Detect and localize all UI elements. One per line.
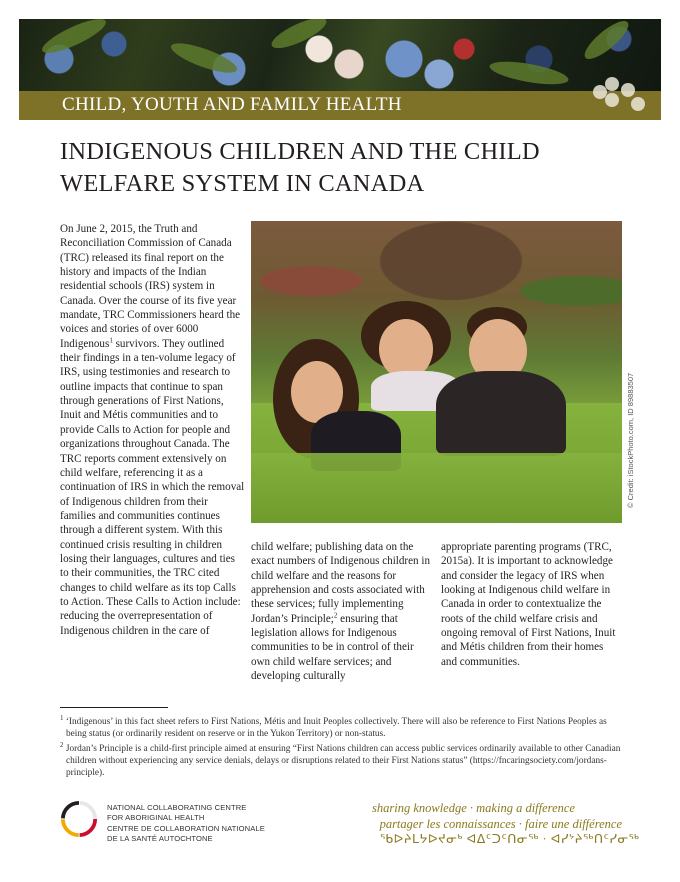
tagline-iu: ᖃᐅᔨᒪᔭᐅᔪᓂᒃ ᐊᐃᑦᑐᑦᑎᓂᖅ · ᐊᓯᔾᔨᖅᑎᑦᓯᓂᖅ [380, 832, 640, 846]
footnote-2: $^2$ Jordan’s Principle is a child-first principle aimed at ensuring “First Nations children can access public services ordinarily available to other Canadian children without experiencing any service denials, delays or disruptions related to their First Nations status” (https://fncaringsociety.com/jordans-principle). [60, 740, 621, 778]
body-column-1 [60, 222, 246, 638]
org-name-fr-2: DE LA SANTÉ AUTOCHTONE [107, 833, 213, 843]
org-name-fr-1: CENTRE DE COLLABORATION NATIONALE [107, 824, 265, 833]
footnote-ref-2[interactable]: 2 [333, 611, 338, 620]
organization-name [107, 803, 297, 845]
nccah-logo-icon [60, 800, 98, 838]
footnote-divider [60, 707, 168, 708]
tagline-fr: partager les connaissances · faire une différence [379, 816, 622, 831]
column1-text-cont: survivors. They outlined their findings in a ten-volume legacy of IRS, using testimonies and research to outline impacts that continue to span through generations of First Nations, Inuit and Métis communities and to provide Calls to Action for people and organizations throughout Canada. The TRC reports comment extensively on child welfare, referencing it as a continuation of IRS in which the removal of Indigenous children from their families and communities continues through a different system. With this continued crisis resulting in children losing their languages, cultures and ties to their communities, the TRC cited changes to child welfare as its top Calls to Action. These Calls to Action include: reducing the overrepresentation of Indigenous children in the care of [60, 337, 245, 637]
photo-credit: © Credit: iStockPhoto.com, ID 89883507 [626, 372, 635, 508]
org-name-en-1: NATIONAL COLLABORATING CENTRE [107, 803, 247, 812]
flower-decoration-icon [591, 77, 651, 117]
column3-text: appropriate parenting programs (TRC, 2015a). It is important to acknowledge and consider the legacy of IRS when looking at Indigenous child welfare in Canada in order to contextualize the roots of the child welfare crisis and ongoing removal of First Nations, Inuit and Métis children from their homes and communities. [441, 541, 616, 668]
header-banner [19, 19, 661, 120]
blueberry-photo [19, 19, 661, 91]
footnotes [60, 713, 625, 782]
tagline-en: sharing knowledge · making a difference [372, 801, 575, 815]
body-column-2 [251, 540, 431, 683]
section-title: CHILD, YOUTH AND FAMILY HEALTH [62, 94, 402, 115]
org-name-en-2: FOR ABORIGINAL HEALTH [107, 812, 205, 822]
column2-text-cont: ensuring that legislation allows for Indigenous communities to be in control of their own child welfare services; and developing culturally [251, 612, 414, 683]
children-photo [251, 221, 622, 523]
footnote-1: $^1$ ‘Indigenous’ in this fact sheet refers to First Nations, Métis and Inuit Peoples collectively. There will also be reference to First Nations Peoples as being status (or ordinarily resident on reserve or in the Yukon Territory) or non-status. [60, 713, 607, 739]
section-bar [19, 91, 661, 120]
column1-text: On June 2, 2015, the Truth and Reconciliation Commission of Canada (TRC) released its final report on the history and impacts of the Indian residential schools (IRS) system in Canada. Over the course of its five year mandate, TRC Commissioners heard the voices and stories of over 6000 Indigenous [60, 223, 241, 350]
body-column-3 [441, 540, 621, 669]
column2-text: child welfare; publishing data on the exact numbers of Indigenous children in child welfare and the reasons for apprehension and costs associated with these services; fully implementing Jordan’s Principle; [251, 541, 430, 625]
taglines [372, 801, 640, 848]
footnote-ref-1[interactable]: 1 [109, 336, 113, 345]
document-title: INDIGENOUS CHILDREN AND THE CHILD WELFARE SYSTEM IN CANADA [60, 138, 540, 197]
